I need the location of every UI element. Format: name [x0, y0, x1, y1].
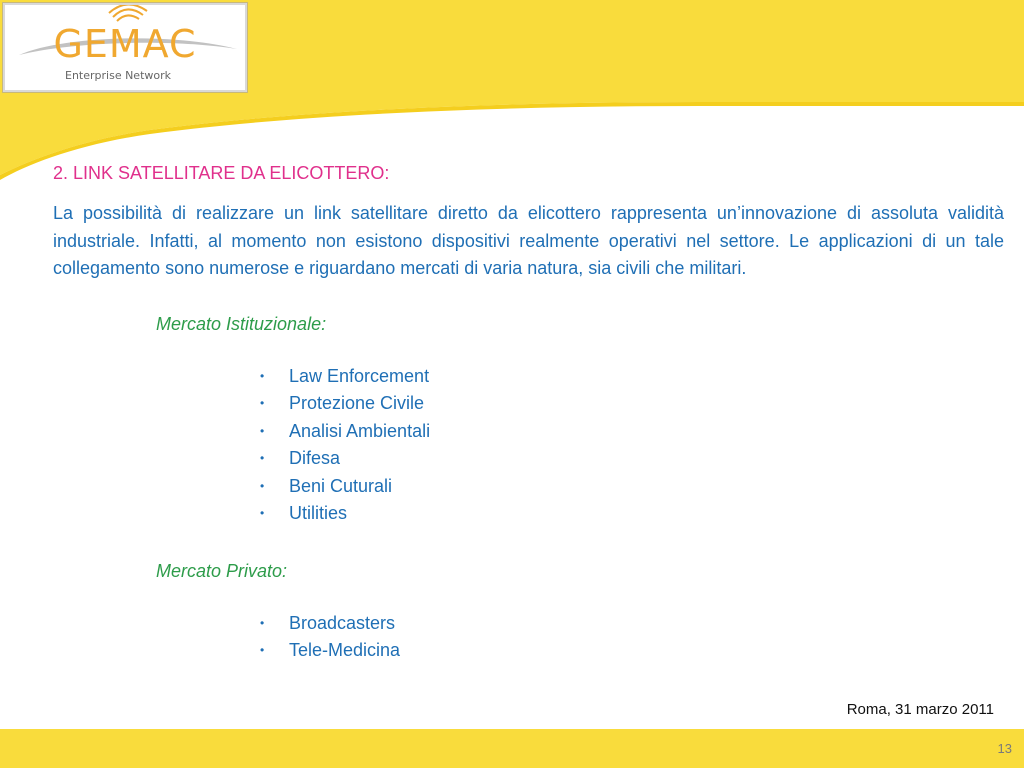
main-content	[53, 160, 1004, 665]
slide-heading: 2. LINK SATELLITARE DA ELICOTTERO:	[53, 163, 390, 183]
gemac-logo	[3, 3, 247, 92]
list-item: • Difesa	[253, 445, 1004, 473]
section-label-istituzionale: Mercato Istituzionale:	[156, 313, 327, 334]
bullet-icon: •	[260, 478, 265, 493]
logo-wordmark: GEMAC	[53, 22, 197, 66]
logo-tagline: Enterprise Network	[65, 69, 172, 82]
list-item: • Utilities	[253, 500, 1004, 528]
bullet-icon: •	[260, 451, 265, 465]
bullet-list-privato	[253, 610, 1004, 665]
bullet-icon: •	[260, 396, 265, 410]
bullet-icon: •	[260, 506, 265, 520]
page-number: 13	[997, 741, 1012, 756]
list-item: • Analisi Ambientali	[253, 418, 1004, 446]
bullet-icon: •	[260, 368, 265, 383]
bullet-list-istituzionale	[253, 363, 1004, 528]
list-item: • Broadcasters	[253, 610, 1004, 638]
list-item: • Law Enforcement	[253, 363, 1004, 391]
footer-yellow-band	[0, 729, 1024, 768]
list-item: • Tele-Medicina	[253, 637, 1004, 665]
intro-paragraph: La possibilità di realizzare un link satellitare diretto da elicottero rappresenta un’innovazione di assoluta validità industriale. Infatti, al momento non esistono dispositivi realmente operativi nel settore. Le applicazioni di un tale collegamento sono numerose e riguardano mercati di varia natura, sia civili che militari.	[53, 203, 1004, 278]
bullet-icon: •	[260, 615, 265, 630]
list-item: • Beni Cuturali	[253, 473, 1004, 501]
date-label: Roma, 31 marzo 2011	[846, 701, 994, 718]
bullet-icon: •	[260, 423, 265, 438]
bullet-icon: •	[260, 643, 265, 657]
list-item: • Protezione Civile	[253, 390, 1004, 418]
section-label-privato: Mercato Privato:	[156, 560, 288, 581]
